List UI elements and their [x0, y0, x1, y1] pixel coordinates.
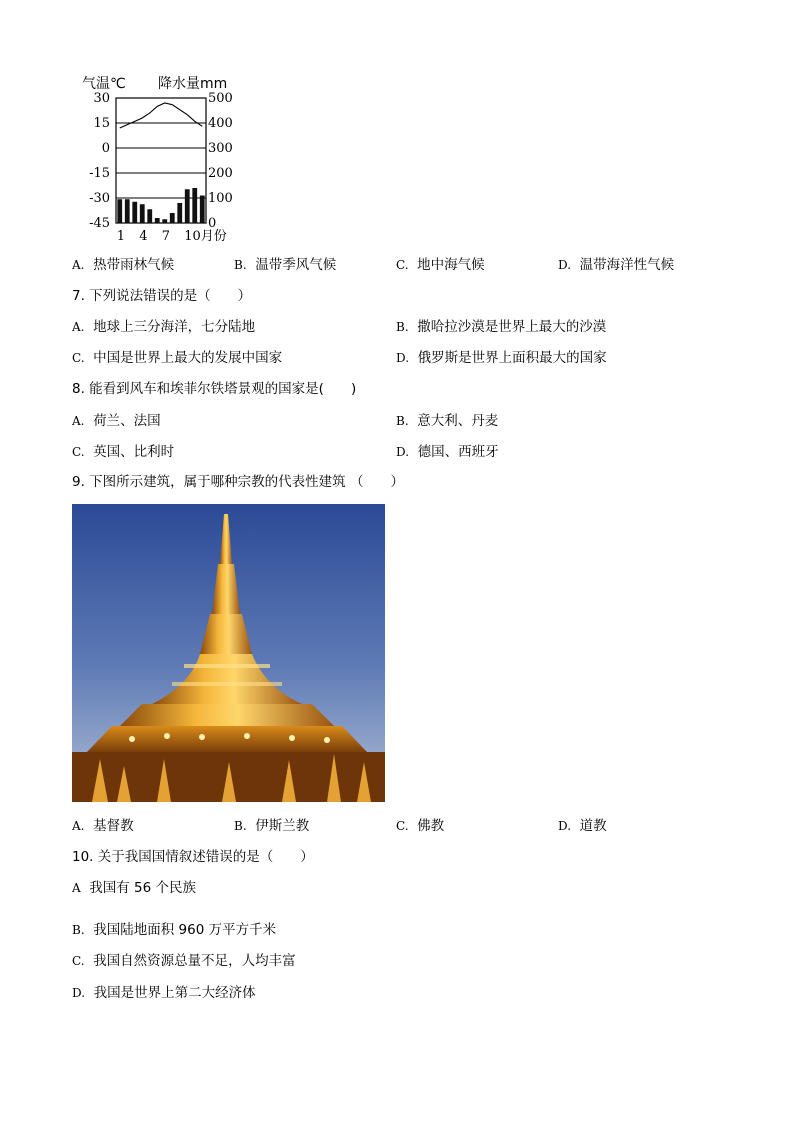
option-text: 地球上三分海洋，七分陆地 [93, 319, 256, 335]
precipitation-tick-label: 400 [208, 116, 233, 131]
q7-option-c[interactable] [72, 349, 282, 367]
option-letter: A [72, 881, 81, 895]
option-text: 温带海洋性气候 [579, 257, 675, 273]
q9-stem: 9. 下图所示建筑，属于哪种宗教的代表性建筑 （ ） [72, 474, 404, 490]
q9-option-b[interactable] [234, 817, 309, 835]
option-letter: B. [396, 414, 409, 428]
option-letter: A. [72, 258, 85, 272]
temperature-tick-label: -30 [89, 191, 110, 206]
option-text: 基督教 [93, 818, 134, 834]
precipitation-ticks [208, 91, 233, 231]
option-letter: D. [72, 986, 86, 1000]
precipitation-tick-label: 100 [208, 191, 233, 206]
temperature-axis-label: 气温℃ [82, 76, 126, 92]
option-letter: D. [558, 819, 572, 833]
temperature-line [120, 103, 203, 128]
option-text: 撒哈拉沙漠是世界上最大的沙漠 [417, 319, 607, 335]
option-letter: C. [396, 819, 409, 833]
option-letter: D. [558, 258, 572, 272]
q7-stem: 7. 下列说法错误的是（ ） [72, 288, 252, 304]
climate-chart [74, 68, 244, 248]
option-text: 荷兰、法国 [93, 413, 161, 429]
temperature-tick-label: 0 [101, 141, 110, 156]
precipitation-bar [192, 188, 197, 223]
option-letter: C. [72, 351, 85, 365]
temperature-tick-label: -15 [89, 166, 110, 181]
precipitation-tick-label: 500 [208, 91, 233, 106]
precipitation-bar [200, 196, 205, 224]
option-text: 佛教 [417, 818, 445, 834]
q9-option-d[interactable] [558, 817, 607, 835]
precipitation-bar [117, 199, 122, 223]
option-letter: C. [72, 954, 85, 968]
precipitation-bar [125, 199, 130, 223]
month-tick-label: 10月份 [184, 229, 227, 244]
precipitation-bar [147, 209, 152, 223]
option-letter: D. [396, 445, 410, 459]
q6-option-d[interactable] [558, 256, 674, 274]
q7-option-a[interactable] [72, 318, 255, 336]
month-tick-label: 7 [161, 229, 171, 244]
pagoda-photo [72, 504, 385, 802]
option-text: 道教 [579, 818, 607, 834]
q10-option-a[interactable] [72, 879, 196, 897]
q8-option-a[interactable] [72, 412, 161, 430]
q7-option-d[interactable] [396, 349, 607, 367]
option-text: 中国是世界上最大的发展中国家 [93, 350, 283, 366]
q10-option-d[interactable] [72, 984, 256, 1002]
option-text: 德国、西班牙 [417, 444, 499, 460]
q10-stem: 10. 关于我国国情叙述错误的是（ ） [72, 849, 314, 865]
option-text: 伊斯兰教 [255, 818, 310, 834]
option-text: 意大利、丹麦 [417, 413, 499, 429]
option-letter: A. [72, 320, 85, 334]
precipitation-axis-label: 降水量mm [158, 76, 228, 92]
precipitation-bar [170, 213, 175, 223]
q6-option-c[interactable] [396, 256, 485, 274]
option-text: 热带雨林气候 [93, 257, 175, 273]
q6-option-b[interactable] [234, 256, 336, 274]
precipitation-bar [140, 204, 145, 223]
q7-option-b[interactable] [396, 318, 606, 336]
option-text: 我国陆地面积 960 万平方千米 [93, 922, 277, 938]
option-text: 我国有 56 个民族 [89, 880, 197, 896]
q8-option-c[interactable] [72, 443, 174, 461]
temperature-tick-label: 15 [93, 116, 110, 131]
precipitation-tick-label: 200 [208, 166, 233, 181]
option-letter: C. [72, 445, 85, 459]
precipitation-bar [155, 218, 160, 223]
chart-gridlines [116, 123, 206, 198]
option-letter: A. [72, 819, 85, 833]
option-letter: B. [72, 923, 85, 937]
precipitation-bars [117, 188, 204, 223]
precipitation-bar [162, 219, 167, 223]
q10-option-b[interactable] [72, 921, 276, 939]
q9-option-a[interactable] [72, 817, 134, 835]
month-tick-label: 4 [139, 229, 148, 244]
precipitation-bar [185, 189, 190, 223]
option-letter: A. [72, 414, 85, 428]
option-text: 英国、比利时 [93, 444, 175, 460]
option-letter: C. [396, 258, 409, 272]
q8-option-b[interactable] [396, 412, 498, 430]
option-text: 俄罗斯是世界上面积最大的国家 [417, 350, 607, 366]
option-text: 温带季风气候 [255, 257, 337, 273]
option-text: 地中海气候 [417, 257, 485, 273]
q10-option-c[interactable] [72, 952, 296, 970]
q6-option-a[interactable] [72, 256, 174, 274]
precipitation-tick-label: 0 [208, 216, 217, 231]
precipitation-bar [177, 203, 182, 223]
q8-option-d[interactable] [396, 443, 499, 461]
option-letter: B. [396, 320, 409, 334]
month-tick-label: 1 [116, 229, 126, 244]
option-text: 我国是世界上第二大经济体 [93, 985, 256, 1001]
temperature-tick-label: 30 [93, 91, 110, 106]
temperature-ticks [89, 91, 110, 231]
precipitation-tick-label: 300 [208, 141, 233, 156]
option-letter: D. [396, 351, 410, 365]
temperature-curve [120, 103, 203, 128]
q9-option-c[interactable] [396, 817, 444, 835]
temperature-tick-label: -45 [89, 216, 110, 231]
option-text: 我国自然资源总量不足，人均丰富 [93, 953, 296, 969]
month-ticks [117, 229, 227, 244]
option-letter: B. [234, 258, 247, 272]
q8-stem: 8. 能看到风车和埃菲尔铁塔景观的国家是( ) [72, 381, 357, 397]
option-letter: B. [234, 819, 247, 833]
precipitation-bar [132, 202, 137, 223]
